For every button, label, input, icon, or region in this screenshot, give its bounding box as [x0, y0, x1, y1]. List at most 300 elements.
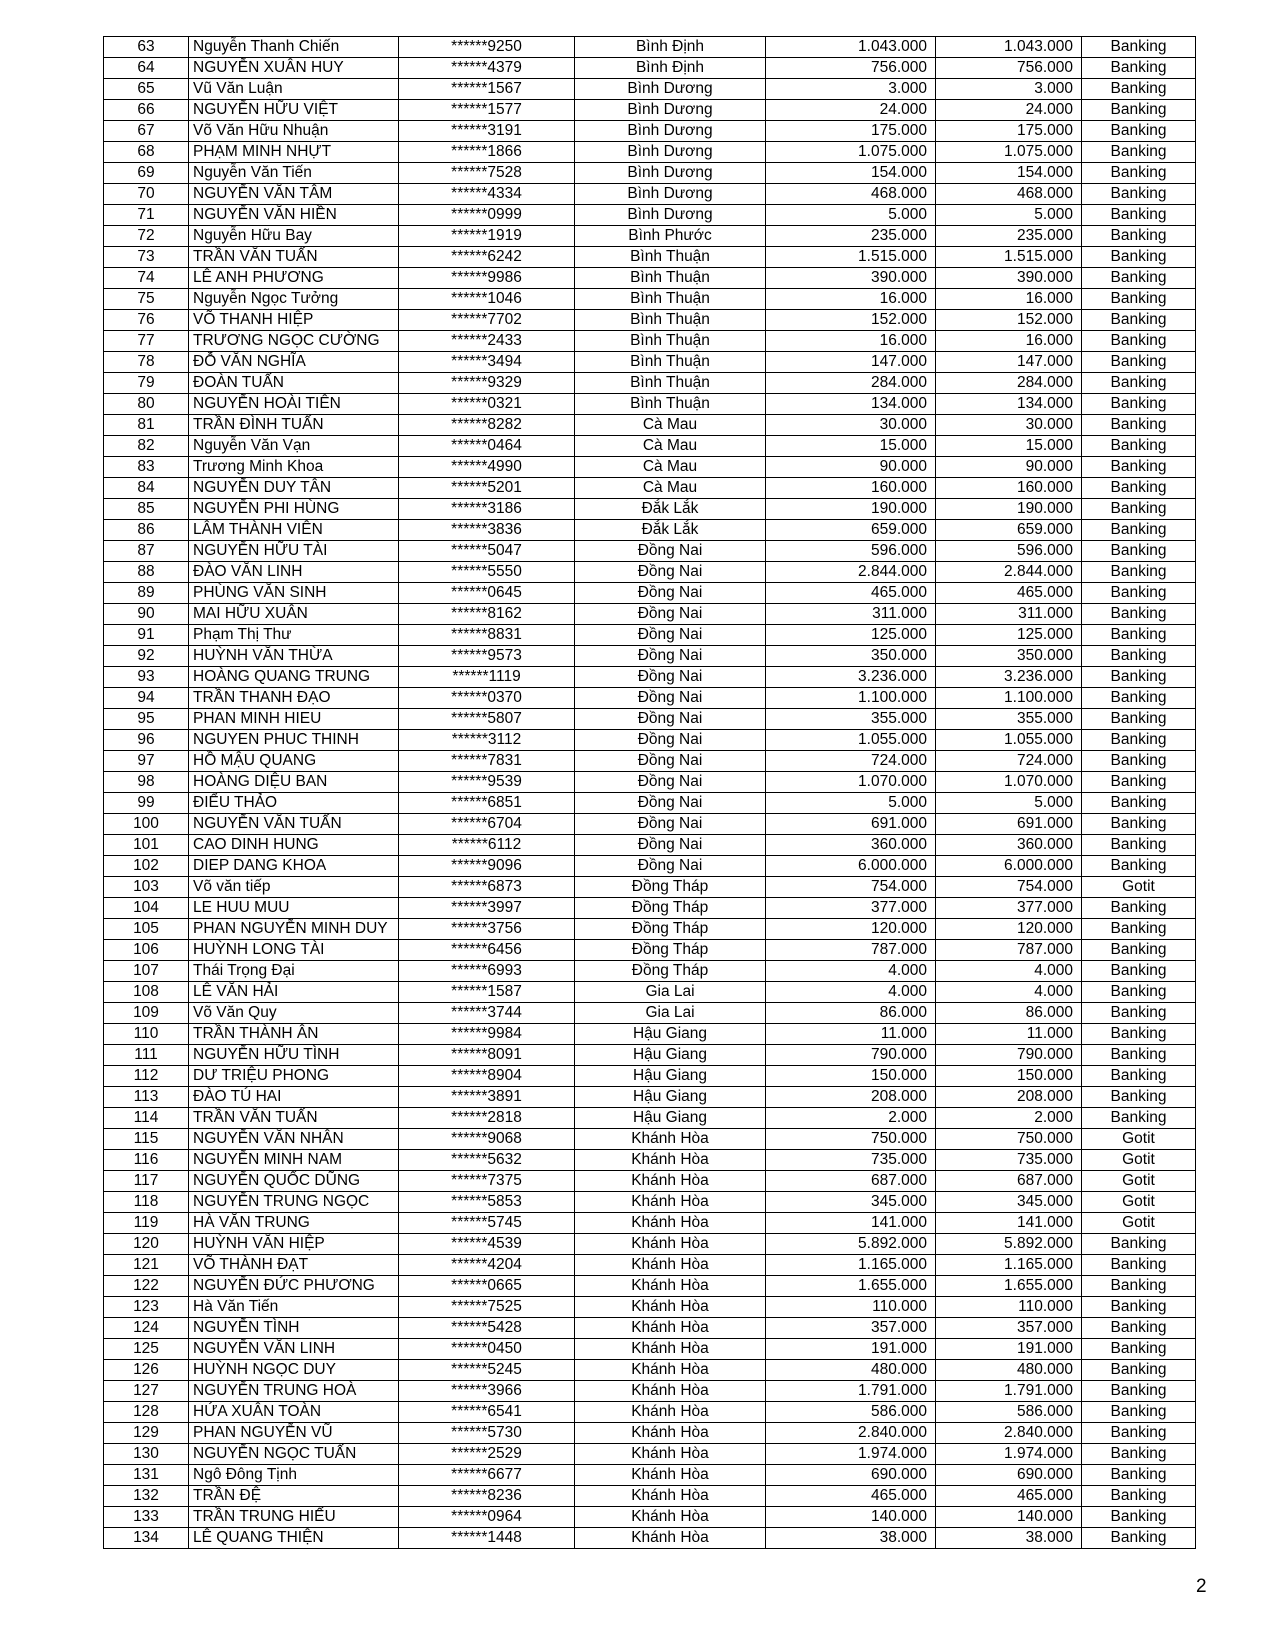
row-number-cell: 94 — [104, 688, 189, 709]
payment-channel-cell: Banking — [1082, 772, 1196, 793]
payment-channel-cell: Banking — [1082, 226, 1196, 247]
account-number-cell: ******5550 — [399, 562, 575, 583]
paid-amount-cell: 134.000 — [936, 394, 1082, 415]
row-number-cell: 81 — [104, 415, 189, 436]
province-cell: Gia Lai — [575, 982, 766, 1003]
amount-cell: 1.655.000 — [766, 1276, 936, 1297]
account-number-cell: ******4539 — [399, 1234, 575, 1255]
payment-channel-cell: Banking — [1082, 1087, 1196, 1108]
account-number-cell: ******0645 — [399, 583, 575, 604]
paid-amount-cell: 38.000 — [936, 1528, 1082, 1549]
customer-name-cell: DIEP DANG KHOA — [189, 856, 399, 877]
table-row — [104, 100, 1196, 121]
amount-cell: 350.000 — [766, 646, 936, 667]
customer-name-cell: NGUYỄN HOÀI TIÊN — [189, 394, 399, 415]
customer-name-cell: HUỲNH VĂN HIỆP — [189, 1234, 399, 1255]
table-row — [104, 1318, 1196, 1339]
page-number: 2 — [1196, 1576, 1207, 1597]
amount-cell: 465.000 — [766, 1486, 936, 1507]
account-number-cell: ******6704 — [399, 814, 575, 835]
table-row — [104, 37, 1196, 58]
amount-cell: 724.000 — [766, 751, 936, 772]
customer-name-cell: NGUYỄN TRUNG HOÀ — [189, 1381, 399, 1402]
account-number-cell: ******6242 — [399, 247, 575, 268]
account-number-cell: ******0665 — [399, 1276, 575, 1297]
payment-channel-cell: Banking — [1082, 331, 1196, 352]
customer-name-cell: HUỲNH LONG TÀI — [189, 940, 399, 961]
account-number-cell: ******3744 — [399, 1003, 575, 1024]
payment-channel-cell: Banking — [1082, 604, 1196, 625]
payment-channel-cell: Banking — [1082, 1444, 1196, 1465]
row-number-cell: 113 — [104, 1087, 189, 1108]
customer-name-cell: TRẦN THANH ĐẠO — [189, 688, 399, 709]
province-cell: Khánh Hòa — [575, 1465, 766, 1486]
account-number-cell: ******3756 — [399, 919, 575, 940]
payment-channel-cell: Banking — [1082, 289, 1196, 310]
table-row — [104, 940, 1196, 961]
customer-name-cell: PHAN NGUYỄN MINH DUY — [189, 919, 399, 940]
table-row — [104, 247, 1196, 268]
payment-channel-cell: Banking — [1082, 121, 1196, 142]
amount-cell: 586.000 — [766, 1402, 936, 1423]
amount-cell: 208.000 — [766, 1087, 936, 1108]
table-row — [104, 79, 1196, 100]
account-number-cell: ******4334 — [399, 184, 575, 205]
account-number-cell: ******3186 — [399, 499, 575, 520]
table-row — [104, 1339, 1196, 1360]
paid-amount-cell: 790.000 — [936, 1045, 1082, 1066]
paid-amount-cell: 750.000 — [936, 1129, 1082, 1150]
province-cell: Cà Mau — [575, 436, 766, 457]
account-number-cell: ******5730 — [399, 1423, 575, 1444]
province-cell: Cà Mau — [575, 457, 766, 478]
customer-name-cell: NGUYEN PHUC THINH — [189, 730, 399, 751]
paid-amount-cell: 377.000 — [936, 898, 1082, 919]
payment-channel-cell: Banking — [1082, 268, 1196, 289]
row-number-cell: 103 — [104, 877, 189, 898]
paid-amount-cell: 110.000 — [936, 1297, 1082, 1318]
paid-amount-cell: 191.000 — [936, 1339, 1082, 1360]
paid-amount-cell: 1.165.000 — [936, 1255, 1082, 1276]
row-number-cell: 107 — [104, 961, 189, 982]
province-cell: Đồng Tháp — [575, 919, 766, 940]
row-number-cell: 109 — [104, 1003, 189, 1024]
row-number-cell: 72 — [104, 226, 189, 247]
amount-cell: 691.000 — [766, 814, 936, 835]
table-row — [104, 1528, 1196, 1549]
row-number-cell: 85 — [104, 499, 189, 520]
province-cell: Hậu Giang — [575, 1066, 766, 1087]
province-cell: Đắk Lắk — [575, 520, 766, 541]
amount-cell: 2.844.000 — [766, 562, 936, 583]
table-row — [104, 1360, 1196, 1381]
customer-name-cell: TRẦN THÀNH ÂN — [189, 1024, 399, 1045]
account-number-cell: ******2818 — [399, 1108, 575, 1129]
payment-channel-cell: Banking — [1082, 1297, 1196, 1318]
amount-cell: 154.000 — [766, 163, 936, 184]
table-row — [104, 1045, 1196, 1066]
account-number-cell: ******4204 — [399, 1255, 575, 1276]
customer-name-cell: ĐOÀN TUẤN — [189, 373, 399, 394]
payment-channel-cell: Banking — [1082, 1402, 1196, 1423]
customer-name-cell: Võ văn tiếp — [189, 877, 399, 898]
payment-channel-cell: Banking — [1082, 1234, 1196, 1255]
payment-channel-cell: Banking — [1082, 352, 1196, 373]
payment-channel-cell: Banking — [1082, 58, 1196, 79]
province-cell: Khánh Hòa — [575, 1507, 766, 1528]
table-row — [104, 352, 1196, 373]
paid-amount-cell: 120.000 — [936, 919, 1082, 940]
customer-name-cell: NGUYỄN ĐỨC PHƯƠNG — [189, 1276, 399, 1297]
table-row — [104, 1465, 1196, 1486]
account-number-cell: ******0370 — [399, 688, 575, 709]
table-row — [104, 457, 1196, 478]
province-cell: Cà Mau — [575, 415, 766, 436]
row-number-cell: 112 — [104, 1066, 189, 1087]
province-cell: Đồng Tháp — [575, 877, 766, 898]
row-number-cell: 110 — [104, 1024, 189, 1045]
customer-name-cell: LÊ ANH PHƯƠNG — [189, 268, 399, 289]
paid-amount-cell: 3.236.000 — [936, 667, 1082, 688]
account-number-cell: ******1866 — [399, 142, 575, 163]
row-number-cell: 100 — [104, 814, 189, 835]
payment-channel-cell: Banking — [1082, 919, 1196, 940]
amount-cell: 90.000 — [766, 457, 936, 478]
payment-channel-cell: Banking — [1082, 163, 1196, 184]
province-cell: Khánh Hòa — [575, 1318, 766, 1339]
province-cell: Bình Dương — [575, 121, 766, 142]
paid-amount-cell: 24.000 — [936, 100, 1082, 121]
customer-name-cell: NGUYỄN XUÂN HUY — [189, 58, 399, 79]
paid-amount-cell: 465.000 — [936, 583, 1082, 604]
paid-amount-cell: 4.000 — [936, 982, 1082, 1003]
row-number-cell: 111 — [104, 1045, 189, 1066]
account-number-cell: ******1587 — [399, 982, 575, 1003]
account-number-cell: ******3494 — [399, 352, 575, 373]
payment-channel-cell: Banking — [1082, 1423, 1196, 1444]
province-cell: Khánh Hòa — [575, 1423, 766, 1444]
province-cell: Đồng Nai — [575, 730, 766, 751]
payment-channel-cell: Banking — [1082, 247, 1196, 268]
table-row — [104, 856, 1196, 877]
amount-cell: 1.165.000 — [766, 1255, 936, 1276]
table-row — [104, 688, 1196, 709]
table-row — [104, 415, 1196, 436]
payment-channel-cell: Banking — [1082, 856, 1196, 877]
province-cell: Khánh Hòa — [575, 1486, 766, 1507]
customer-name-cell: Nguyễn Ngọc Tưởng — [189, 289, 399, 310]
payment-channel-cell: Banking — [1082, 667, 1196, 688]
amount-cell: 1.043.000 — [766, 37, 936, 58]
account-number-cell: ******1567 — [399, 79, 575, 100]
account-number-cell: ******4990 — [399, 457, 575, 478]
amount-cell: 147.000 — [766, 352, 936, 373]
amount-cell: 30.000 — [766, 415, 936, 436]
row-number-cell: 129 — [104, 1423, 189, 1444]
province-cell: Đồng Nai — [575, 688, 766, 709]
row-number-cell: 130 — [104, 1444, 189, 1465]
province-cell: Đồng Nai — [575, 814, 766, 835]
province-cell: Khánh Hòa — [575, 1402, 766, 1423]
payment-channel-cell: Banking — [1082, 478, 1196, 499]
table-row — [104, 1276, 1196, 1297]
paid-amount-cell: 4.000 — [936, 961, 1082, 982]
table-row — [104, 310, 1196, 331]
table-row — [104, 1444, 1196, 1465]
paid-amount-cell: 147.000 — [936, 352, 1082, 373]
table-body — [104, 37, 1196, 1549]
amount-cell: 465.000 — [766, 583, 936, 604]
paid-amount-cell: 160.000 — [936, 478, 1082, 499]
province-cell: Hậu Giang — [575, 1108, 766, 1129]
payment-channel-cell: Banking — [1082, 961, 1196, 982]
table-row — [104, 961, 1196, 982]
paid-amount-cell: 1.055.000 — [936, 730, 1082, 751]
table-row — [104, 1087, 1196, 1108]
row-number-cell: 105 — [104, 919, 189, 940]
payment-channel-cell: Banking — [1082, 1465, 1196, 1486]
row-number-cell: 64 — [104, 58, 189, 79]
customer-name-cell: NGUYỄN PHI HÙNG — [189, 499, 399, 520]
paid-amount-cell: 596.000 — [936, 541, 1082, 562]
customer-name-cell: ĐÀO TÚ HAI — [189, 1087, 399, 1108]
paid-amount-cell: 190.000 — [936, 499, 1082, 520]
account-number-cell: ******3997 — [399, 898, 575, 919]
account-number-cell: ******1119 — [399, 667, 575, 688]
paid-amount-cell: 357.000 — [936, 1318, 1082, 1339]
row-number-cell: 124 — [104, 1318, 189, 1339]
row-number-cell: 101 — [104, 835, 189, 856]
payment-channel-cell: Banking — [1082, 1045, 1196, 1066]
province-cell: Đồng Tháp — [575, 940, 766, 961]
payment-channel-cell: Banking — [1082, 310, 1196, 331]
row-number-cell: 70 — [104, 184, 189, 205]
table-row — [104, 1213, 1196, 1234]
table-row — [104, 1234, 1196, 1255]
paid-amount-cell: 480.000 — [936, 1360, 1082, 1381]
amount-cell: 596.000 — [766, 541, 936, 562]
amount-cell: 311.000 — [766, 604, 936, 625]
account-number-cell: ******4379 — [399, 58, 575, 79]
amount-cell: 2.000 — [766, 1108, 936, 1129]
row-number-cell: 114 — [104, 1108, 189, 1129]
paid-amount-cell: 2.840.000 — [936, 1423, 1082, 1444]
account-number-cell: ******6112 — [399, 835, 575, 856]
row-number-cell: 134 — [104, 1528, 189, 1549]
province-cell: Đồng Nai — [575, 625, 766, 646]
row-number-cell: 83 — [104, 457, 189, 478]
amount-cell: 160.000 — [766, 478, 936, 499]
amount-cell: 175.000 — [766, 121, 936, 142]
paid-amount-cell: 3.000 — [936, 79, 1082, 100]
payment-channel-cell: Banking — [1082, 940, 1196, 961]
payment-channel-cell: Banking — [1082, 1339, 1196, 1360]
paid-amount-cell: 691.000 — [936, 814, 1082, 835]
account-number-cell: ******6993 — [399, 961, 575, 982]
table-row — [104, 793, 1196, 814]
province-cell: Khánh Hòa — [575, 1234, 766, 1255]
row-number-cell: 127 — [104, 1381, 189, 1402]
amount-cell: 754.000 — [766, 877, 936, 898]
account-number-cell: ******9096 — [399, 856, 575, 877]
account-number-cell: ******2529 — [399, 1444, 575, 1465]
province-cell: Bình Dương — [575, 79, 766, 100]
paid-amount-cell: 141.000 — [936, 1213, 1082, 1234]
account-number-cell: ******1919 — [399, 226, 575, 247]
table-row — [104, 625, 1196, 646]
payment-channel-cell: Banking — [1082, 457, 1196, 478]
payment-channel-cell: Banking — [1082, 1507, 1196, 1528]
account-number-cell: ******0321 — [399, 394, 575, 415]
table-row — [104, 1507, 1196, 1528]
account-number-cell: ******8091 — [399, 1045, 575, 1066]
account-number-cell: ******5807 — [399, 709, 575, 730]
paid-amount-cell: 355.000 — [936, 709, 1082, 730]
customer-name-cell: HỒ MẬU QUANG — [189, 751, 399, 772]
province-cell: Bình Định — [575, 58, 766, 79]
payment-channel-cell: Banking — [1082, 1318, 1196, 1339]
row-number-cell: 80 — [104, 394, 189, 415]
customer-name-cell: HỨA XUÂN TOÀN — [189, 1402, 399, 1423]
amount-cell: 345.000 — [766, 1192, 936, 1213]
amount-cell: 360.000 — [766, 835, 936, 856]
account-number-cell: ******0964 — [399, 1507, 575, 1528]
amount-cell: 86.000 — [766, 1003, 936, 1024]
paid-amount-cell: 2.844.000 — [936, 562, 1082, 583]
table-row — [104, 184, 1196, 205]
account-number-cell: ******9984 — [399, 1024, 575, 1045]
payment-channel-cell: Gotit — [1082, 1129, 1196, 1150]
amount-cell: 235.000 — [766, 226, 936, 247]
paid-amount-cell: 154.000 — [936, 163, 1082, 184]
payment-channel-cell: Banking — [1082, 730, 1196, 751]
amount-cell: 190.000 — [766, 499, 936, 520]
row-number-cell: 104 — [104, 898, 189, 919]
table-row — [104, 667, 1196, 688]
row-number-cell: 86 — [104, 520, 189, 541]
customer-name-cell: Nguyễn Thanh Chiến — [189, 37, 399, 58]
payment-channel-cell: Banking — [1082, 1528, 1196, 1549]
province-cell: Khánh Hòa — [575, 1171, 766, 1192]
account-number-cell: ******8904 — [399, 1066, 575, 1087]
table-row — [104, 226, 1196, 247]
paid-amount-cell: 86.000 — [936, 1003, 1082, 1024]
paid-amount-cell: 2.000 — [936, 1108, 1082, 1129]
table-row — [104, 268, 1196, 289]
row-number-cell: 126 — [104, 1360, 189, 1381]
customer-name-cell: NGUYỄN HỮU TÌNH — [189, 1045, 399, 1066]
province-cell: Đắk Lắk — [575, 499, 766, 520]
amount-cell: 134.000 — [766, 394, 936, 415]
province-cell: Gia Lai — [575, 1003, 766, 1024]
amount-cell: 191.000 — [766, 1339, 936, 1360]
customer-name-cell: NGUYỄN VĂN LINH — [189, 1339, 399, 1360]
account-number-cell: ******9068 — [399, 1129, 575, 1150]
row-number-cell: 122 — [104, 1276, 189, 1297]
table-row — [104, 1423, 1196, 1444]
row-number-cell: 95 — [104, 709, 189, 730]
account-number-cell: ******0450 — [399, 1339, 575, 1360]
row-number-cell: 68 — [104, 142, 189, 163]
payment-channel-cell: Banking — [1082, 751, 1196, 772]
table-row — [104, 877, 1196, 898]
customer-name-cell: VÕ THÀNH ĐẠT — [189, 1255, 399, 1276]
customer-name-cell: PHẠM MINH NHỰT — [189, 142, 399, 163]
province-cell: Khánh Hòa — [575, 1129, 766, 1150]
paid-amount-cell: 735.000 — [936, 1150, 1082, 1171]
payment-channel-cell: Banking — [1082, 793, 1196, 814]
paid-amount-cell: 465.000 — [936, 1486, 1082, 1507]
customer-name-cell: Võ Văn Quy — [189, 1003, 399, 1024]
payment-channel-cell: Banking — [1082, 79, 1196, 100]
account-number-cell: ******1046 — [399, 289, 575, 310]
customer-name-cell: NGUYỄN HỮU TÀI — [189, 541, 399, 562]
customer-name-cell: NGUYỄN QUỐC DŨNG — [189, 1171, 399, 1192]
province-cell: Khánh Hòa — [575, 1297, 766, 1318]
amount-cell: 110.000 — [766, 1297, 936, 1318]
table-row — [104, 1171, 1196, 1192]
customer-name-cell: NGUYỄN VĂN TÂM — [189, 184, 399, 205]
paid-amount-cell: 6.000.000 — [936, 856, 1082, 877]
table-row — [104, 646, 1196, 667]
paid-amount-cell: 724.000 — [936, 751, 1082, 772]
table-row — [104, 1297, 1196, 1318]
account-number-cell: ******5428 — [399, 1318, 575, 1339]
table-row — [104, 499, 1196, 520]
account-number-cell: ******8831 — [399, 625, 575, 646]
row-number-cell: 132 — [104, 1486, 189, 1507]
amount-cell: 5.000 — [766, 793, 936, 814]
paid-amount-cell: 16.000 — [936, 289, 1082, 310]
paid-amount-cell: 586.000 — [936, 1402, 1082, 1423]
paid-amount-cell: 15.000 — [936, 436, 1082, 457]
row-number-cell: 93 — [104, 667, 189, 688]
payment-channel-cell: Gotit — [1082, 1213, 1196, 1234]
customer-name-cell: Võ Văn Hữu Nhuận — [189, 121, 399, 142]
province-cell: Đồng Nai — [575, 604, 766, 625]
paid-amount-cell: 1.070.000 — [936, 772, 1082, 793]
paid-amount-cell: 5.892.000 — [936, 1234, 1082, 1255]
table-row — [104, 520, 1196, 541]
paid-amount-cell: 345.000 — [936, 1192, 1082, 1213]
province-cell: Khánh Hòa — [575, 1444, 766, 1465]
account-number-cell: ******5745 — [399, 1213, 575, 1234]
customer-name-cell: PHAN NGUYỄN VŨ — [189, 1423, 399, 1444]
account-number-cell: ******9329 — [399, 373, 575, 394]
amount-cell: 2.840.000 — [766, 1423, 936, 1444]
account-number-cell: ******5047 — [399, 541, 575, 562]
row-number-cell: 133 — [104, 1507, 189, 1528]
table-row — [104, 1108, 1196, 1129]
customer-name-cell: NGUYỄN MINH NAM — [189, 1150, 399, 1171]
row-number-cell: 118 — [104, 1192, 189, 1213]
amount-cell: 4.000 — [766, 982, 936, 1003]
amount-cell: 690.000 — [766, 1465, 936, 1486]
paid-amount-cell: 5.000 — [936, 793, 1082, 814]
paid-amount-cell: 1.100.000 — [936, 688, 1082, 709]
province-cell: Khánh Hòa — [575, 1360, 766, 1381]
paid-amount-cell: 1.974.000 — [936, 1444, 1082, 1465]
paid-amount-cell: 1.515.000 — [936, 247, 1082, 268]
customer-name-cell: NGUYỄN VĂN HIỀN — [189, 205, 399, 226]
row-number-cell: 116 — [104, 1150, 189, 1171]
customer-name-cell: Vũ Văn Luận — [189, 79, 399, 100]
customer-name-cell: CAO DINH HUNG — [189, 835, 399, 856]
payment-channel-cell: Gotit — [1082, 1171, 1196, 1192]
table-row — [104, 604, 1196, 625]
amount-cell: 6.000.000 — [766, 856, 936, 877]
account-number-cell: ******9573 — [399, 646, 575, 667]
